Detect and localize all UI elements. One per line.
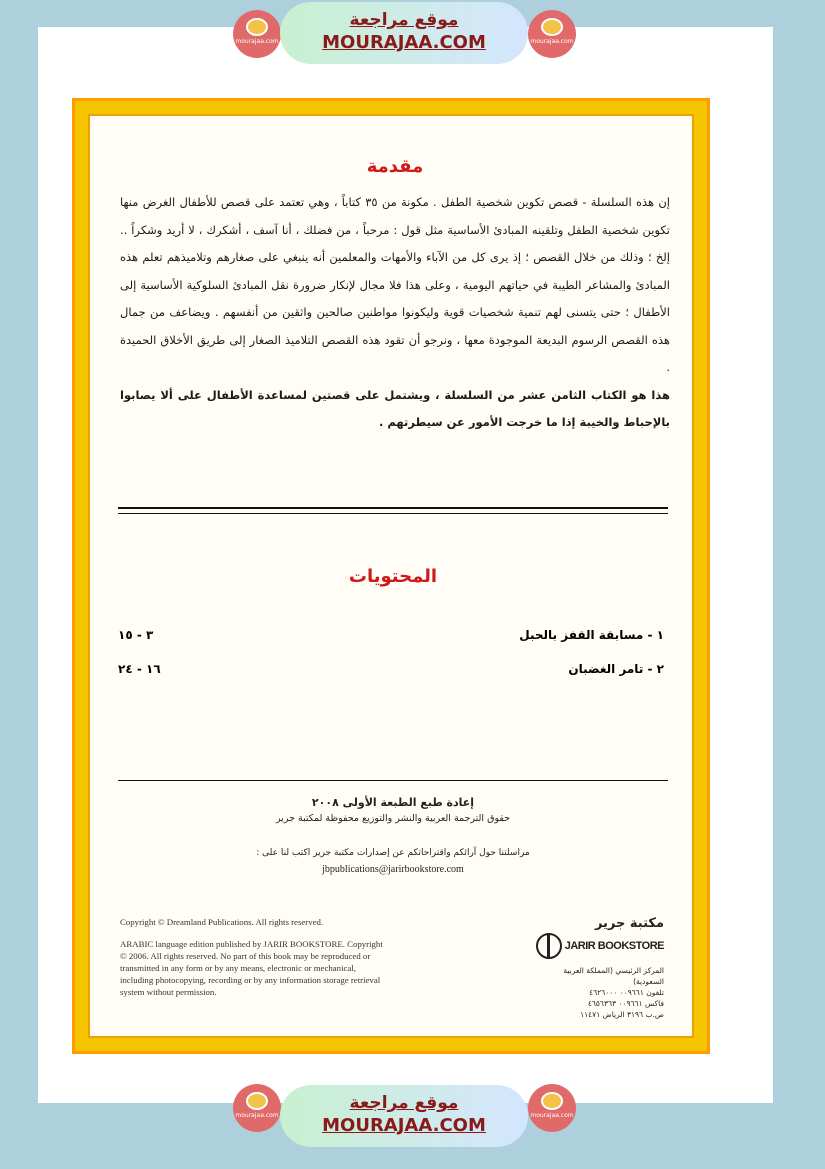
watermark-arabic[interactable]: موقع مراجعة bbox=[349, 1093, 459, 1113]
publisher-pobox: ص.ب ٣١٩٦ الرياض ١١٤٧١ bbox=[580, 1010, 664, 1019]
intro-paragraph-book: هذا هو الكتاب الثامن عشر من السلسلة ، ويشتمل على قصتين لمساعدة الأطفال على ألا يصابوا بالإحباط والخيبة إذا ما خرجت الأمور عن سيطرتهم . bbox=[120, 387, 670, 429]
contents-item bbox=[118, 628, 664, 642]
site-badge-icon: mourajaa.com bbox=[528, 1084, 576, 1132]
contents-item-pages: ١٦ - ٢٤ bbox=[118, 662, 161, 676]
publisher-block bbox=[534, 916, 664, 1020]
publisher-logo bbox=[534, 933, 664, 959]
feedback-note: مراسلتنا حول آرائكم واقتراحاتكم عن إصدارات مكتبة جرير اكتب لنا على : bbox=[256, 848, 530, 858]
contents-title: المحتويات bbox=[348, 566, 438, 587]
credits-divider bbox=[118, 780, 668, 781]
watermark-latin[interactable]: MOURAJAA.COM bbox=[322, 1115, 486, 1136]
publisher-address: المركز الرئيسي (المملكة العربية السعودية) bbox=[563, 966, 664, 986]
contents-item-label: ١ - مسابقة القفز بالحبل bbox=[519, 628, 664, 642]
intro-title: مقدمة bbox=[366, 156, 424, 177]
publisher-fax: فاكس ٠٠٩٦٦١ ٤٦٥٦٣٦٣ bbox=[587, 999, 664, 1008]
credits-section bbox=[118, 796, 668, 875]
publisher-phone: تلفون ٠٠٩٦٦١ ٤٦٢٦٠٠٠ bbox=[589, 988, 664, 997]
edition-notice: ARABIC language edition published by JARIR BOOKSTORE. Copyright © 2006. All rights reserved. No part of this book may be reproduced or transmitted in any form or by any means, electronic or mechanical, including photocopying, recording or by any information storage retrieval system without permission. bbox=[120, 939, 383, 997]
site-badge-icon: mourajaa.com bbox=[233, 10, 281, 58]
book-page bbox=[88, 114, 694, 1038]
publisher-name-ar: مكتبة جرير bbox=[594, 916, 664, 931]
contact-email: jbpublications@jarirbookstore.com bbox=[322, 864, 464, 875]
publisher-logo-icon bbox=[536, 933, 562, 959]
watermark-arabic[interactable]: موقع مراجعة bbox=[349, 10, 459, 30]
copyright-line: Copyright © Dreamland Publications. All rights reserved. bbox=[120, 917, 324, 927]
intro-section bbox=[120, 156, 670, 437]
book-page-frame bbox=[72, 98, 710, 1054]
watermark-banner[interactable] bbox=[280, 1085, 528, 1147]
intro-paragraph: إن هذه السلسلة - قصص تكوين شخصية الطفل . مكونة من ٣٥ كتاباً ، وهي تعتمد على قصص للأطفال الغرض منها تكوين شخصية الطفل وتلقينه المبادئ الأساسية مثل قول : مرحباً ، من فضلك ، أنا آسف ، أشكرك ، لا أريد وشكراً .. إلخ ؛ وذلك من خلال القصص ؛ إذ يرى كل من الآباء والأمهات والمعلمين أنه ينبغي على صغارهم وتلاميذهم تعلم هذه المبادئ والمشاعر الطيبة في حياتهم اليومية ، وعلى هذا فلا مجال لإنكار ضرورة نقل المبادئ السلوكية الأساسية إلى الأطفال ؛ حتى يتسنى لهم تنمية شخصيات قوية وليكونوا مواطنين صالحين واثقين من أنفسهم . ويضاعف من جمال هذه القصص الرسوم البديعة الموجودة معها ، ونرجو أن تقود هذه القصص التلاميذ الصغار إلى طريق الأخلاق الحميدة . bbox=[120, 195, 670, 374]
site-badge-icon: mourajaa.com bbox=[528, 10, 576, 58]
contents-item bbox=[118, 662, 664, 676]
rights-note: حقوق الترجمة العربية والنشر والتوزيع محفوظة لمكتبة جرير bbox=[275, 813, 511, 824]
publisher-name-en: JARIR BOOKSTORE bbox=[564, 939, 664, 952]
section-divider bbox=[118, 507, 668, 514]
watermark-latin[interactable]: MOURAJAA.COM bbox=[322, 32, 486, 53]
site-badge-icon: mourajaa.com bbox=[233, 1084, 281, 1132]
contents-item-label: ٢ - تامر الغضبان bbox=[568, 662, 664, 676]
contents-item-pages: ٣ - ١٥ bbox=[118, 628, 154, 642]
reprint-note: إعادة طبع الطبعة الأولى ٢٠٠٨ bbox=[311, 796, 475, 809]
legal-notice bbox=[120, 916, 390, 998]
watermark-banner[interactable] bbox=[280, 2, 528, 64]
